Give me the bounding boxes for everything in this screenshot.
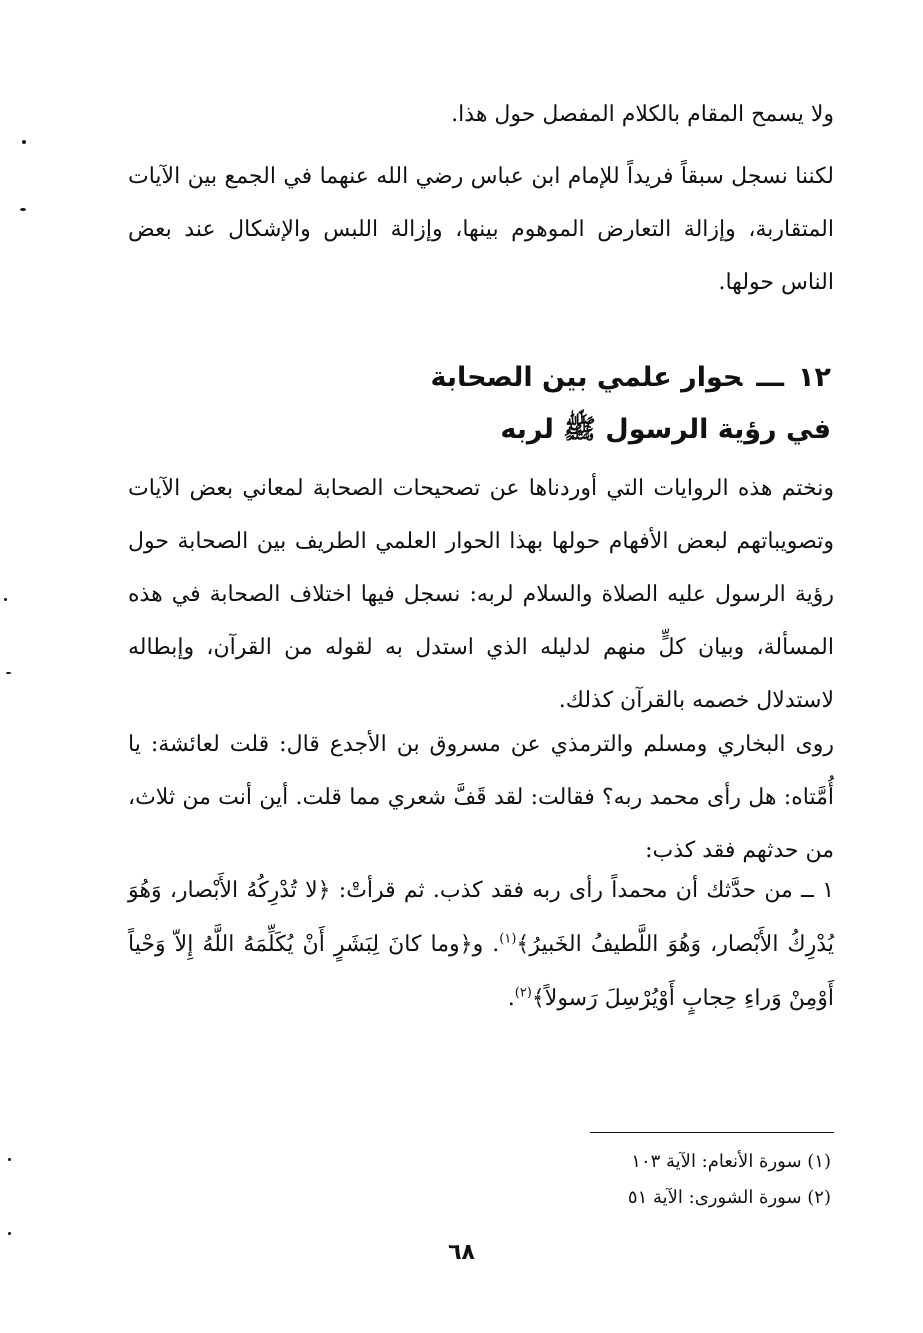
footnote-2: (٢) سورة الشورى: الآية ٥١ [627,1187,831,1208]
heading-line-1 [231,352,831,404]
section-heading [231,352,831,456]
closing-period: . [507,986,515,1011]
quran-verse-2: ﴿وما كانَ لِبَشَرٍ أَنْ يُكَلِّمَهُ اللَّهُ إِلاّ وَحْياً أَوْمِنْ وَراءِ حِجابٍ أَوْيُرْسِلَ رَسولاً﴾ [128,932,834,1011]
footnote-ref-2: (٢) [514,985,532,1001]
scan-speck [6,672,11,674]
page-number: ٦٨ [448,1240,475,1265]
paragraph-narration: روى البخاري ومسلم والترمذي عن مسروق بن الأجدع قال: قلت لعائشة: يا أُمَّتاه: هل رأى محمد ربه؟ فقالت: لقد قَفَّ شعري مما قلت. أين أنت من ثلاث، من حدثهم فقد كذب: [128,732,835,863]
footnote-1: (١) سورة الأنعام: الآية ١٠٣ [631,1151,831,1172]
scan-speck [8,1158,11,1161]
heading-dash: ـــ [756,362,785,393]
paragraph-dialogue-intro: ونختم هذه الروايات التي أوردناها عن تصحيحات الصحابة لمعاني بعض الآيات وتصويباتهم لبعض الأفهام حولها بهذا الحوار العلمي الطريف بين الصحابة حول رؤية الرسول عليه الصلاة والسلام لربه: نسجل فيها اختلاف الصحابة في هذه المسألة، وبيان كلٍّ منهم لدليله الذي استدل به لقوله من القرآن، وإبطاله لاستدلال خصمه بالقرآن كذلك. [128,476,834,713]
paragraph-intro: ولا يسمح المقام بالكلام المفصل حول هذا. [451,102,834,127]
scan-speck [20,208,26,211]
footnote-separator [590,1132,834,1133]
heading-title-line-1: حوار علمي بين الصحابة [430,362,743,393]
scan-speck [8,1232,11,1235]
scan-speck [4,598,7,601]
scan-speck [22,140,26,144]
first-point-intro: ١ ــ من حدَّثك أن محمداً رأى ربه فقد كذب. ثم قرأتْ: [338,878,835,903]
footnote-ref-1: (١) [499,931,517,947]
paragraph-first-point [128,864,834,1026]
heading-title-line-2: في رؤية الرسول ﷺ لربه [500,414,831,445]
section-number: ١٢ [798,362,831,393]
quran-verse-1: ﴿لا تُدْرِكُهُ الأَبْصار، وَهُوَ يُدْرِكُ الأَبْصار، وَهُوَ اللَّطيفُ الخَبيرُ﴾ [128,878,834,957]
footnotes [431,1144,831,1216]
connector-text: . و [472,932,500,957]
paragraph-ibn-abbas: لكننا نسجل سبقاً فريداً للإمام ابن عباس رضي الله عنهما في الجمع بين الآيات المتقاربة، وإزالة التعارض الموهوم بينها، وإزالة اللبس والإشكال عند بعض الناس حولها. [128,164,834,295]
